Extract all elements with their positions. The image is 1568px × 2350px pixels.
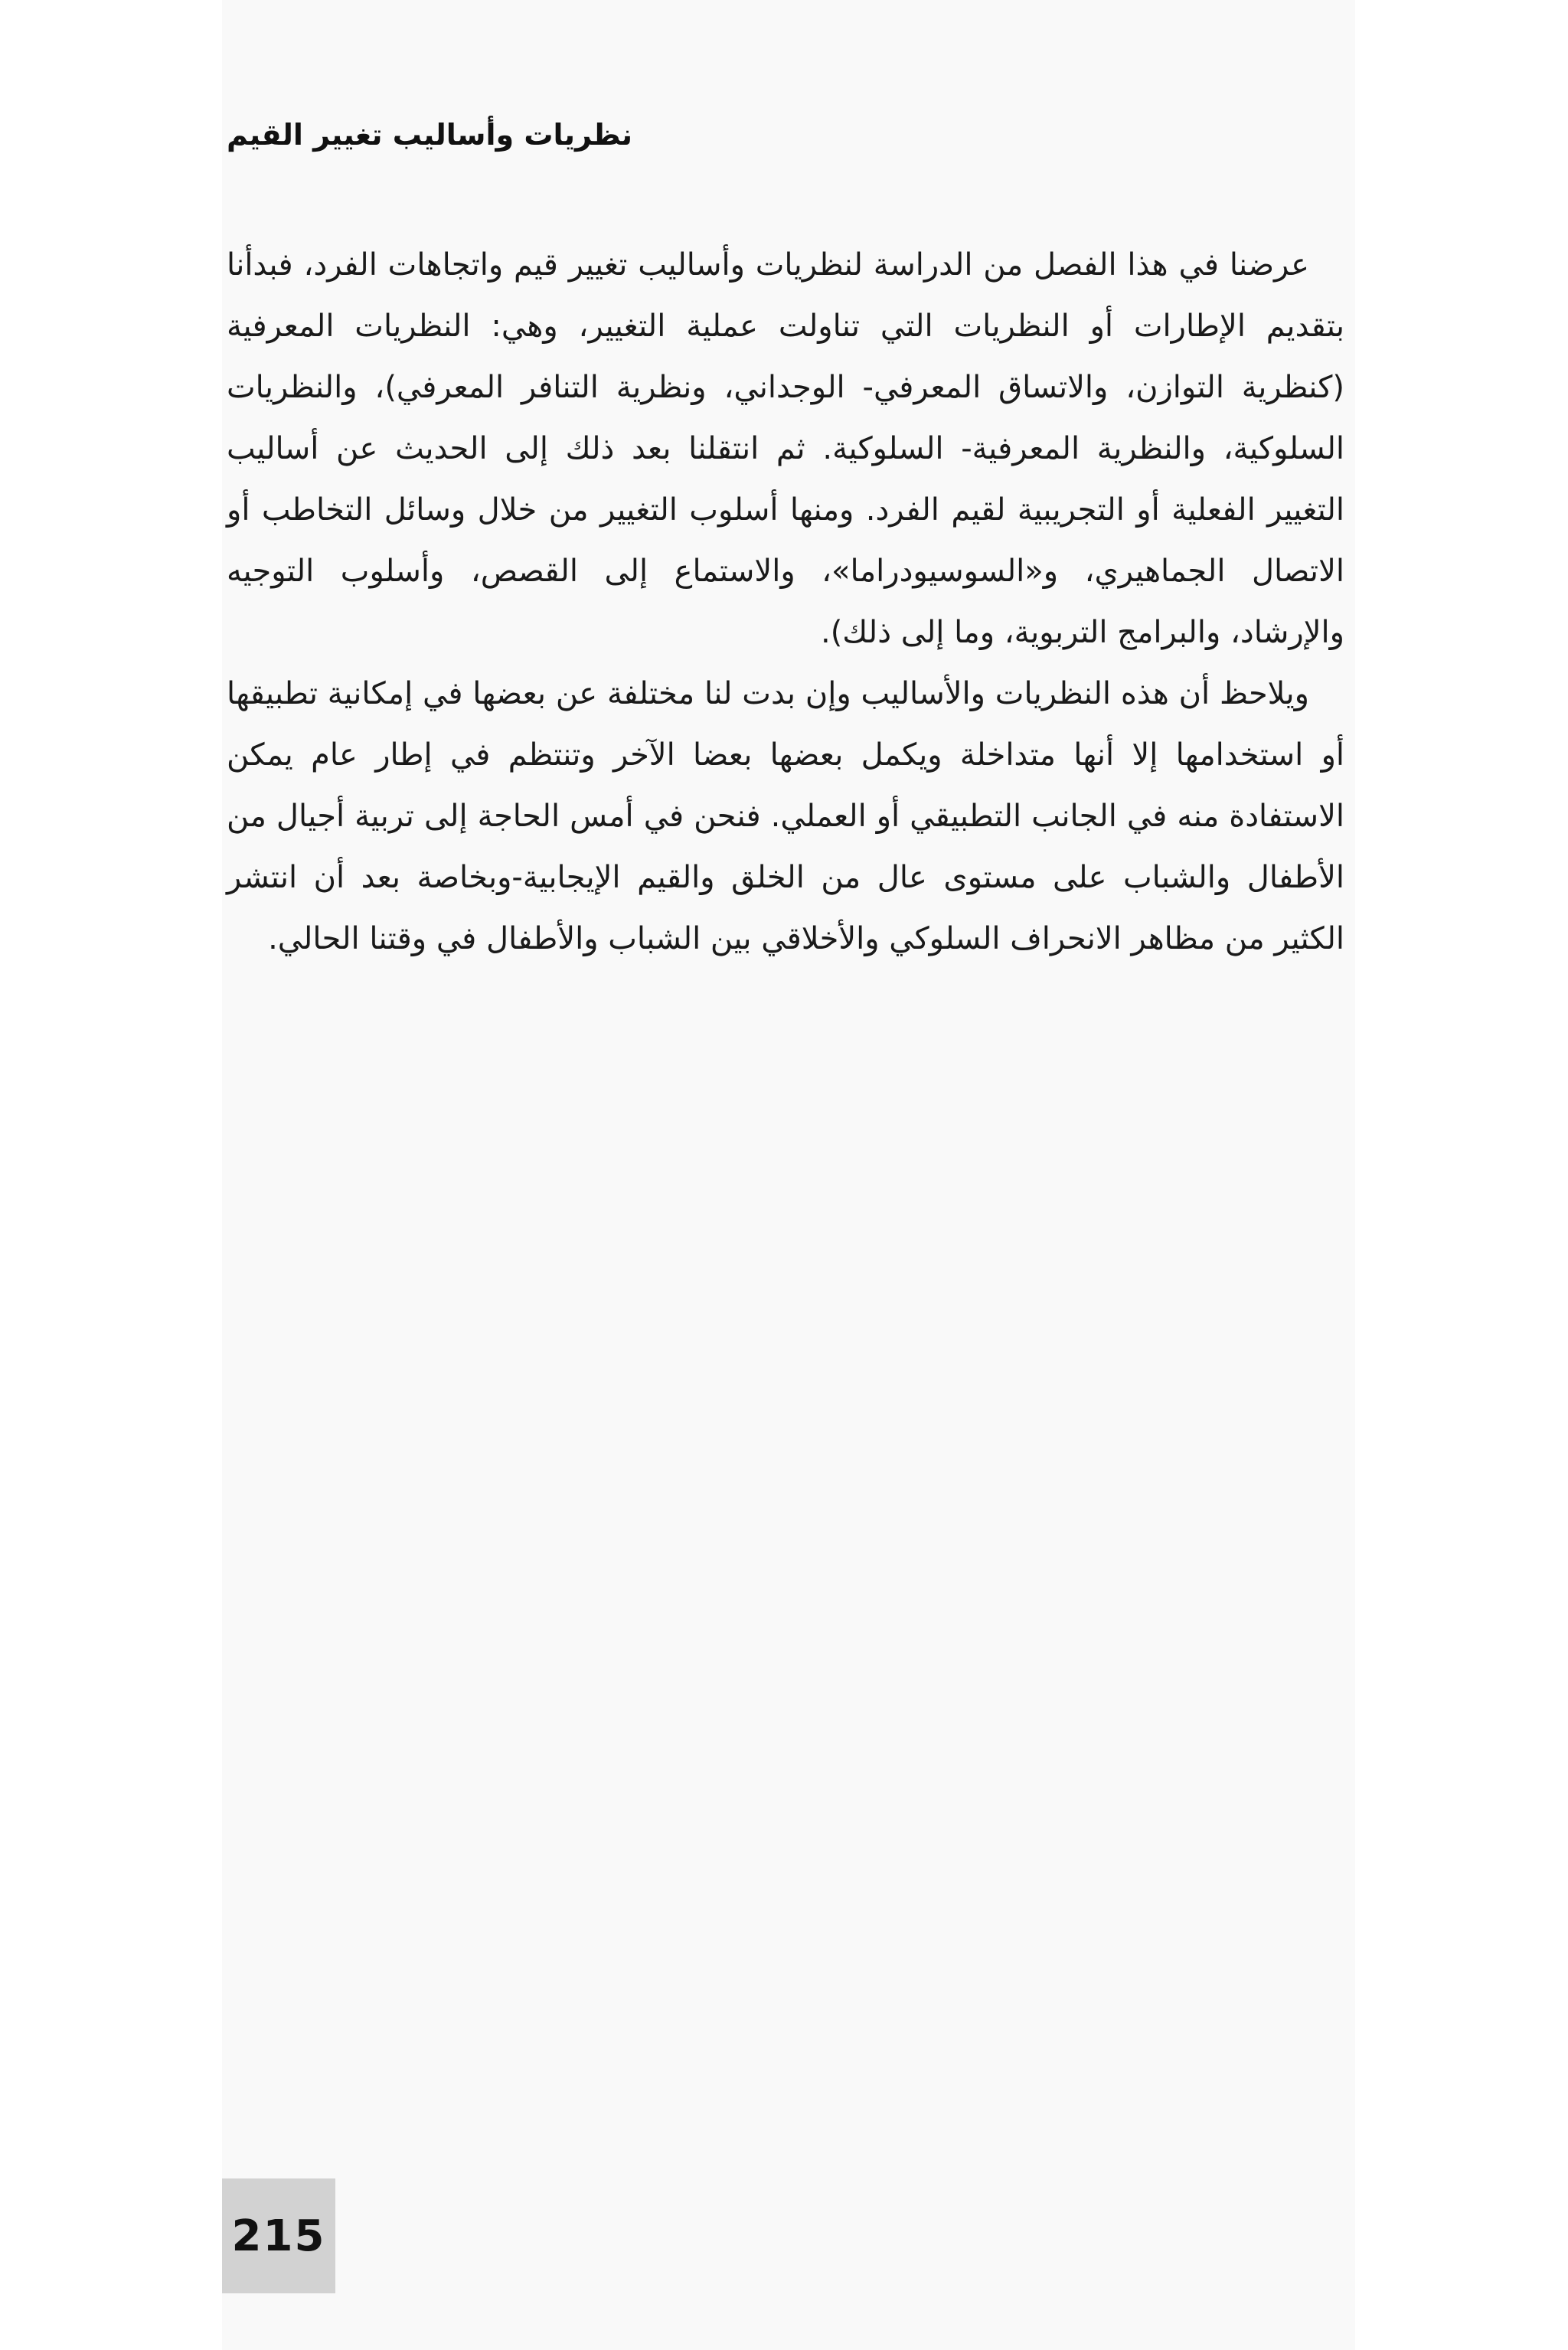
page-number: 215 xyxy=(222,2178,335,2293)
paragraph-1: عرضنا في هذا الفصل من الدراسة لنظريات وأساليب تغيير قيم واتجاهات الفرد، فبدأنا بتقديم الإطارات أو النظريات التي تناولت عملية التغيير، وهي: النظريات المعرفية (كنظرية التوازن، والاتساق المعرفي- الوجداني، ونظرية التنافر المعرفي)، والنظريات السلوكية، والنظرية المعرفية- السلوكية. ثم انتقلنا بعد ذلك إلى الحديث عن أساليب التغيير الفعلية أو التجريبية لقيم الفرد. ومنها أسلوب التغيير من خلال وسائل التخاطب أو الاتصال الجماهيري، و«السوسيودراما»، والاستماع إلى القصص، وأسلوب التوجيه والإرشاد، والبرامج التربوية، وما إلى ذلك). xyxy=(227,247,1344,650)
running-header: نظريات وأساليب تغيير القيم xyxy=(227,118,632,152)
paragraph-2: ويلاحظ أن هذه النظريات والأساليب وإن بدت لنا مختلفة عن بعضها في إمكانية تطبيقها أو استخدامها إلا أنها متداخلة ويكمل بعضها بعضا الآخر وتنتظم في إطار عام يمكن الاستفادة منه في الجانب التطبيقي أو العملي. فنحن في أمس الحاجة إلى تربية أجيال من الأطفال والشباب على مستوى عال من الخلق والقيم الإيجابية-وبخاصة بعد أن انتشر الكثير من مظاهر الانحراف السلوكي والأخلاقي بين الشباب والأطفال في وقتنا الحالي. xyxy=(227,676,1344,956)
body-text xyxy=(227,234,1344,969)
